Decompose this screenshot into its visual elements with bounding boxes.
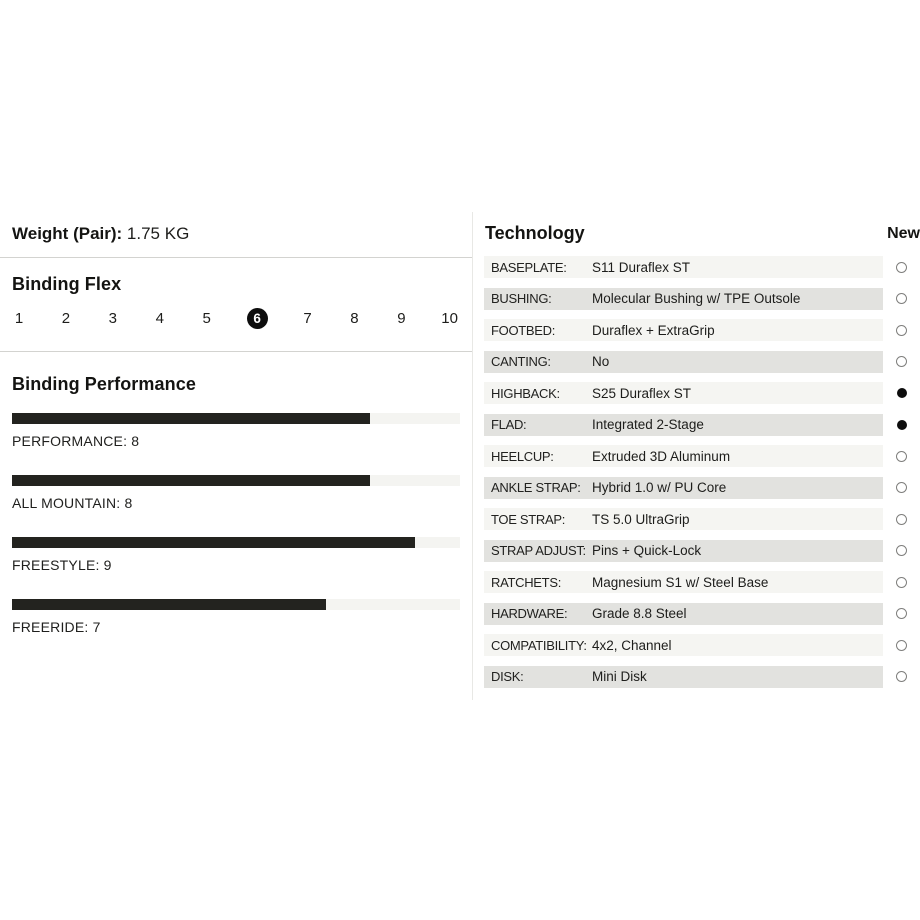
- flex-value: 2: [61, 310, 71, 327]
- performance-bar-track: [12, 537, 460, 548]
- new-empty-circle-icon: [896, 482, 907, 493]
- spec-label: FLAD:: [491, 417, 527, 432]
- spec-value: TS 5.0 UltraGrip: [592, 511, 690, 527]
- spec-row: [484, 319, 920, 341]
- spec-row: [484, 351, 920, 373]
- new-indicator: [883, 293, 920, 304]
- spec-row-background: [484, 319, 883, 341]
- performance-metric-label: FREERIDE: 7: [12, 619, 101, 635]
- spec-value: S11 Duraflex ST: [592, 259, 691, 275]
- new-empty-circle-icon: [896, 577, 907, 588]
- left-column: [0, 205, 472, 661]
- spec-row: [484, 603, 920, 625]
- new-indicator: [883, 388, 920, 398]
- spec-label: RATCHETS:: [491, 574, 562, 590]
- flex-value: 10: [441, 310, 458, 327]
- new-empty-circle-icon: [896, 325, 907, 336]
- performance-bar-fill: [12, 475, 370, 486]
- performance-metric: [12, 413, 460, 449]
- technology-title: Technology: [485, 223, 585, 243]
- performance-bar-fill: [12, 599, 326, 610]
- spec-row-background: [484, 351, 883, 373]
- spec-value: Grade 8.8 Steel: [592, 606, 687, 621]
- performance-metric-label: ALL MOUNTAIN: 8: [12, 495, 133, 511]
- spec-value: S25 Duraflex ST: [592, 385, 692, 401]
- new-empty-circle-icon: [896, 356, 907, 367]
- technology-spec-table: [484, 256, 920, 688]
- spec-label: STRAP ADJUST:: [491, 543, 586, 558]
- spec-label: HARDWARE:: [491, 606, 568, 621]
- flex-value: 3: [108, 310, 118, 327]
- spec-label: COMPATIBILITY:: [491, 637, 587, 653]
- spec-row-background: [484, 666, 883, 688]
- flex-value: 1: [14, 310, 24, 327]
- spec-value: Integrated 2-Stage: [592, 417, 704, 432]
- new-empty-circle-icon: [896, 545, 907, 556]
- new-indicator: [883, 514, 920, 525]
- spec-row-background: [484, 382, 883, 404]
- performance-metric-list: [12, 413, 460, 635]
- performance-bar-track: [12, 413, 460, 424]
- weight-label: Weight (Pair):: [12, 224, 123, 243]
- spec-row-background: [484, 571, 883, 593]
- technology-column: [484, 205, 920, 697]
- spec-row-background: [484, 414, 883, 436]
- new-indicator: [883, 671, 920, 682]
- new-indicator: [883, 482, 920, 493]
- spec-label: TOE STRAP:: [491, 511, 566, 527]
- spec-value: Magnesium S1 w/ Steel Base: [592, 574, 769, 590]
- binding-flex-title: Binding Flex: [12, 274, 122, 294]
- spec-row-background: [484, 540, 883, 562]
- spec-row: [484, 634, 920, 656]
- spec-row: [484, 256, 920, 278]
- spec-value: Extruded 3D Aluminum: [592, 448, 731, 464]
- new-empty-circle-icon: [896, 293, 907, 304]
- spec-row: [484, 477, 920, 499]
- new-indicator: [883, 640, 920, 651]
- new-empty-circle-icon: [896, 640, 907, 651]
- spec-value: Molecular Bushing w/ TPE Outsole: [592, 291, 801, 306]
- technology-header: [484, 205, 920, 256]
- spec-row-background: [484, 477, 883, 499]
- new-indicator: [883, 451, 920, 462]
- spec-label: FOOTBED:: [491, 322, 556, 338]
- column-divider: [472, 212, 473, 700]
- new-indicator: [883, 356, 920, 367]
- performance-metric-label: PERFORMANCE: 8: [12, 433, 140, 449]
- performance-metric-label: FREESTYLE: 9: [12, 557, 112, 573]
- new-empty-circle-icon: [896, 671, 907, 682]
- performance-metric: [12, 537, 460, 573]
- spec-value: Mini Disk: [592, 669, 647, 684]
- weight-value: 1.75 KG: [126, 224, 190, 243]
- spec-value: 4x2, Channel: [592, 637, 672, 653]
- spec-row: [484, 571, 920, 593]
- spec-row: [484, 445, 920, 467]
- spec-value: Duraflex + ExtraGrip: [592, 322, 715, 338]
- spec-row: [484, 508, 920, 530]
- performance-bar-track: [12, 599, 460, 610]
- flex-value: 9: [397, 310, 406, 327]
- spec-label: BUSHING:: [491, 291, 552, 306]
- spec-label: DISK:: [491, 669, 524, 684]
- performance-metric: [12, 475, 460, 511]
- spec-row: [484, 382, 920, 404]
- new-indicator: [883, 420, 920, 430]
- spec-row-background: [484, 256, 883, 278]
- new-filled-circle-icon: [897, 420, 907, 430]
- spec-row-background: [484, 603, 883, 625]
- spec-row: [484, 414, 920, 436]
- performance-bar-fill: [12, 537, 415, 548]
- spec-row-background: [484, 288, 883, 310]
- spec-label: CANTING:: [491, 354, 551, 369]
- new-indicator: [883, 608, 920, 619]
- flex-scale: [12, 308, 458, 329]
- new-empty-circle-icon: [896, 451, 907, 462]
- flex-value: 4: [155, 310, 164, 327]
- spec-row: [484, 666, 920, 688]
- new-column-header: New: [887, 225, 920, 242]
- flex-value: 8: [350, 310, 359, 327]
- spec-row: [484, 540, 920, 562]
- new-indicator: [883, 545, 920, 556]
- new-indicator: [883, 577, 920, 588]
- binding-performance-title: Binding Performance: [12, 374, 196, 394]
- performance-bar-track: [12, 475, 460, 486]
- spec-label: ANKLE STRAP:: [491, 480, 581, 495]
- flex-value: 5: [202, 310, 211, 327]
- spec-row-background: [484, 508, 883, 530]
- performance-metric: [12, 599, 460, 635]
- new-filled-circle-icon: [897, 388, 907, 398]
- spec-label: BASEPLATE:: [491, 259, 567, 275]
- new-empty-circle-icon: [896, 514, 907, 525]
- spec-label: HEELCUP:: [491, 448, 554, 464]
- spec-row: [484, 288, 920, 310]
- new-indicator: [883, 262, 920, 273]
- spec-value: Pins + Quick-Lock: [592, 543, 702, 558]
- new-indicator: [883, 325, 920, 336]
- spec-label: HIGHBACK:: [491, 385, 560, 401]
- spec-value: No: [592, 354, 610, 369]
- performance-bar-fill: [12, 413, 370, 424]
- spec-row-background: [484, 445, 883, 467]
- binding-performance-section: [0, 352, 472, 635]
- flex-value-selected: 6: [247, 308, 268, 329]
- new-empty-circle-icon: [896, 608, 907, 619]
- spec-value: Hybrid 1.0 w/ PU Core: [592, 480, 727, 495]
- weight-row: [0, 205, 472, 258]
- binding-flex-section: [0, 258, 472, 352]
- flex-value: 7: [303, 310, 312, 327]
- new-empty-circle-icon: [896, 262, 907, 273]
- spec-row-background: [484, 634, 883, 656]
